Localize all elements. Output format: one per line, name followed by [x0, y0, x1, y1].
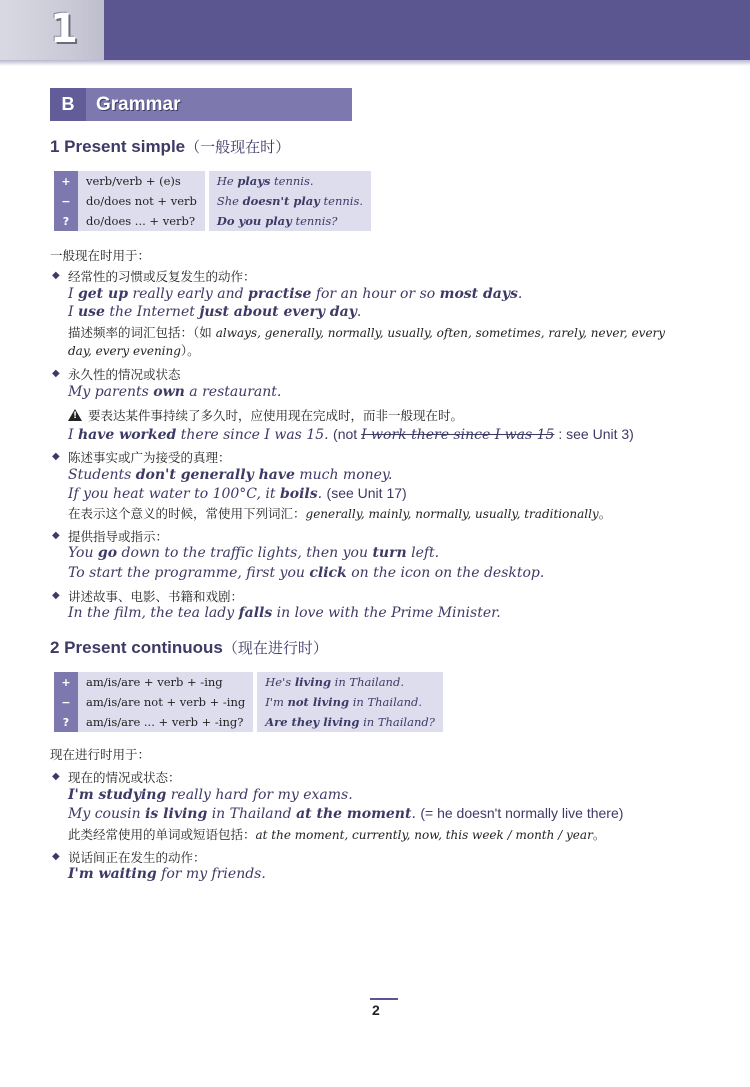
ex-bold: most days [439, 286, 518, 302]
note-text: 。 [598, 506, 612, 521]
example-sentence [68, 805, 623, 822]
ex-text: To start the programme, first you [68, 565, 310, 581]
ex-upright: (see Unit 17) [326, 485, 407, 501]
frequency-note [68, 323, 665, 341]
section-title: Grammar [96, 94, 181, 115]
ex-bold: don't generally have [135, 467, 295, 483]
example-sentence [68, 467, 392, 483]
ex-upright: (= he doesn't normally live there) [420, 805, 624, 821]
ex-bold: is living [145, 806, 208, 822]
ex-pre: He's [265, 675, 295, 689]
example-cell [257, 712, 443, 732]
ex-text: In the film, the tea lady [68, 605, 239, 621]
use-label: 陈述事实或广为接受的真理： [68, 450, 231, 465]
section-letter: B [50, 88, 86, 121]
note-terms: always, generally, normally, usually, often, sometimes, rarely, never, every [215, 326, 666, 340]
present-continuous-heading [50, 637, 328, 658]
warning-symbol: ! [73, 411, 78, 421]
diamond-bullet-icon: ◆ [52, 851, 60, 862]
example-sentence [68, 545, 439, 561]
use-label: 说话间正在发生的动作： [68, 850, 206, 865]
diamond-bullet-icon: ◆ [52, 451, 60, 462]
ex-bold: Are they living [265, 715, 360, 729]
ex-text: there since I was 15. [176, 427, 334, 443]
ex-text: for my friends. [156, 866, 266, 882]
ex-post: tennis? [291, 214, 338, 228]
warning-text: 要表达某件事持续了多久时，应使用现在完成时，而非一般现在时。 [88, 408, 464, 423]
table-row [54, 191, 371, 211]
note-terms: at the moment, currently, now, this week / month / year [255, 828, 593, 842]
example-cell [209, 191, 371, 211]
ex-text: . [317, 486, 327, 502]
ex-text: I [68, 427, 78, 443]
ex-bold: boils [279, 486, 318, 502]
present-simple-heading [50, 136, 290, 157]
note-line [68, 825, 605, 843]
ex-text: the Internet [104, 304, 200, 320]
question-symbol: ? [54, 712, 78, 732]
heading-cn: （现在进行时） [222, 639, 328, 657]
example-sentence [68, 605, 501, 621]
ex-text: . [356, 304, 362, 320]
use-label: 提供指导或指示： [68, 529, 169, 544]
ex-bold: turn [372, 545, 407, 561]
ex-bold: practise [248, 286, 312, 302]
question-symbol: ? [54, 211, 78, 231]
unit-badge [0, 0, 104, 60]
ex-text: . [411, 806, 421, 822]
present-continuous-form-table [54, 672, 443, 732]
header-bar [0, 0, 750, 60]
example-sentence [68, 565, 544, 581]
heading-text: 1 Present simple [50, 137, 186, 156]
heading-text: 2 Present continuous [50, 638, 223, 657]
page-number: 2 [372, 1002, 380, 1018]
heading-cn: （一般现在时） [185, 138, 291, 156]
present-simple-form-table [54, 171, 371, 231]
example-cell [209, 211, 371, 231]
diamond-bullet-icon: ◆ [52, 270, 60, 281]
ex-post: tennis. [270, 174, 314, 188]
ex-text: really early and [128, 286, 249, 302]
diamond-bullet-icon: ◆ [52, 368, 60, 379]
ex-text: much money. [294, 467, 393, 483]
example-sentence [68, 304, 361, 320]
present-continuous-intro: 现在进行时用于： [50, 747, 151, 762]
ex-pre: She [216, 194, 243, 208]
ex-bold: use [77, 304, 105, 320]
ex-text: You [68, 545, 98, 561]
ex-bold: doesn't play [242, 194, 320, 208]
example-sentence [68, 866, 266, 882]
minus-symbol: − [54, 191, 78, 211]
note-text: ）。 [180, 343, 200, 358]
note-text: 描述频率的词汇包括：（如 [68, 325, 216, 340]
ex-text: My parents [68, 384, 154, 400]
example-sentence [68, 384, 281, 400]
ex-bold: have worked [77, 427, 177, 443]
ex-text: on the icon on the desktop. [346, 565, 545, 581]
ex-bold: I'm waiting [68, 866, 157, 882]
present-simple-intro: 一般现在时用于： [50, 248, 151, 263]
note-line [68, 504, 611, 522]
ex-upright: (not [333, 426, 362, 442]
use-label: 永久性的情况或状态 [68, 367, 181, 382]
example-sentence [68, 426, 634, 443]
form-cell: am/is/are + verb + -ing [78, 672, 253, 692]
table-row [54, 672, 443, 692]
warning-icon [68, 409, 82, 421]
section-header [50, 88, 352, 121]
ex-bold: get up [77, 286, 128, 302]
ex-pre: He [216, 174, 238, 188]
note-text: 在表示这个意义的时候，常使用下列词汇： [68, 506, 306, 521]
ex-bold: own [153, 384, 185, 400]
ex-bold: not living [287, 695, 350, 709]
minus-symbol: − [54, 692, 78, 712]
example-cell [257, 672, 443, 692]
form-cell: do/does not + verb [78, 191, 205, 211]
ex-post: tennis. [319, 194, 364, 208]
table-row [54, 171, 371, 191]
ex-text: . [517, 286, 523, 302]
ex-bold: at the moment [296, 806, 412, 822]
form-cell: am/is/are ... + verb + -ing? [78, 712, 253, 732]
form-cell: verb/verb + (e)s [78, 171, 205, 191]
example-sentence [68, 286, 522, 302]
page-number-rule [370, 998, 398, 1000]
diamond-bullet-icon: ◆ [52, 530, 60, 541]
form-cell: do/does ... + verb? [78, 211, 205, 231]
example-sentence [68, 485, 407, 502]
ex-text: really hard for my exams. [166, 787, 353, 803]
ex-bold: click [309, 565, 347, 581]
plus-symbol: + [54, 672, 78, 692]
example-cell [257, 692, 443, 712]
ex-text: in love with the Prime Minister. [272, 605, 501, 621]
ex-text: for an hour or so [311, 286, 440, 302]
example-sentence [68, 787, 353, 803]
table-row [54, 692, 443, 712]
ex-bold: living [294, 675, 332, 689]
note-terms: day, every evening [68, 344, 181, 358]
ex-post: in Thailand. [331, 675, 404, 689]
use-label: 现在的情况或状态： [68, 770, 181, 785]
use-label: 经常性的习惯或反复发生的动作： [68, 269, 256, 284]
note-text: 。 [592, 827, 606, 842]
example-cell [209, 171, 371, 191]
form-cell: am/is/are not + verb + -ing [78, 692, 253, 712]
note-terms: generally, mainly, normally, usually, traditionally [305, 507, 599, 521]
ex-text: I [68, 286, 78, 302]
ex-bold: go [97, 545, 118, 561]
ex-bold: falls [238, 605, 273, 621]
table-row [54, 712, 443, 732]
ex-text: in Thailand [207, 806, 297, 822]
ex-text: Students [68, 467, 136, 483]
ex-text: left. [406, 545, 440, 561]
ex-bold: just about every day [199, 304, 357, 320]
use-label: 讲述故事、电影、书籍和戏剧： [68, 589, 244, 604]
diamond-bullet-icon: ◆ [52, 590, 60, 601]
ex-post: in Thailand. [349, 695, 423, 709]
ex-text: a restaurant. [184, 384, 282, 400]
ex-text: My cousin [68, 806, 146, 822]
ex-strikethrough: I work there since I was 15 [361, 427, 555, 443]
ex-bold: Do you play [216, 214, 292, 228]
diamond-bullet-icon: ◆ [52, 771, 60, 782]
ex-upright: : see Unit 3) [554, 426, 634, 442]
warning-note [68, 406, 463, 424]
ex-bold: I'm studying [68, 787, 167, 803]
ex-text: down to the traffic lights, then you [117, 545, 373, 561]
table-row [54, 211, 371, 231]
frequency-note-cont [68, 341, 200, 359]
plus-symbol: + [54, 171, 78, 191]
ex-text: I [68, 304, 78, 320]
ex-pre: I'm [265, 695, 288, 709]
header-shadow [0, 60, 750, 66]
ex-bold: plays [237, 174, 271, 188]
ex-post: in Thailand? [359, 715, 435, 729]
ex-text: If you heat water to 100°C, it [68, 486, 280, 502]
note-text: 此类经常使用的单词或短语包括： [68, 827, 256, 842]
unit-number: 1 [50, 6, 78, 52]
